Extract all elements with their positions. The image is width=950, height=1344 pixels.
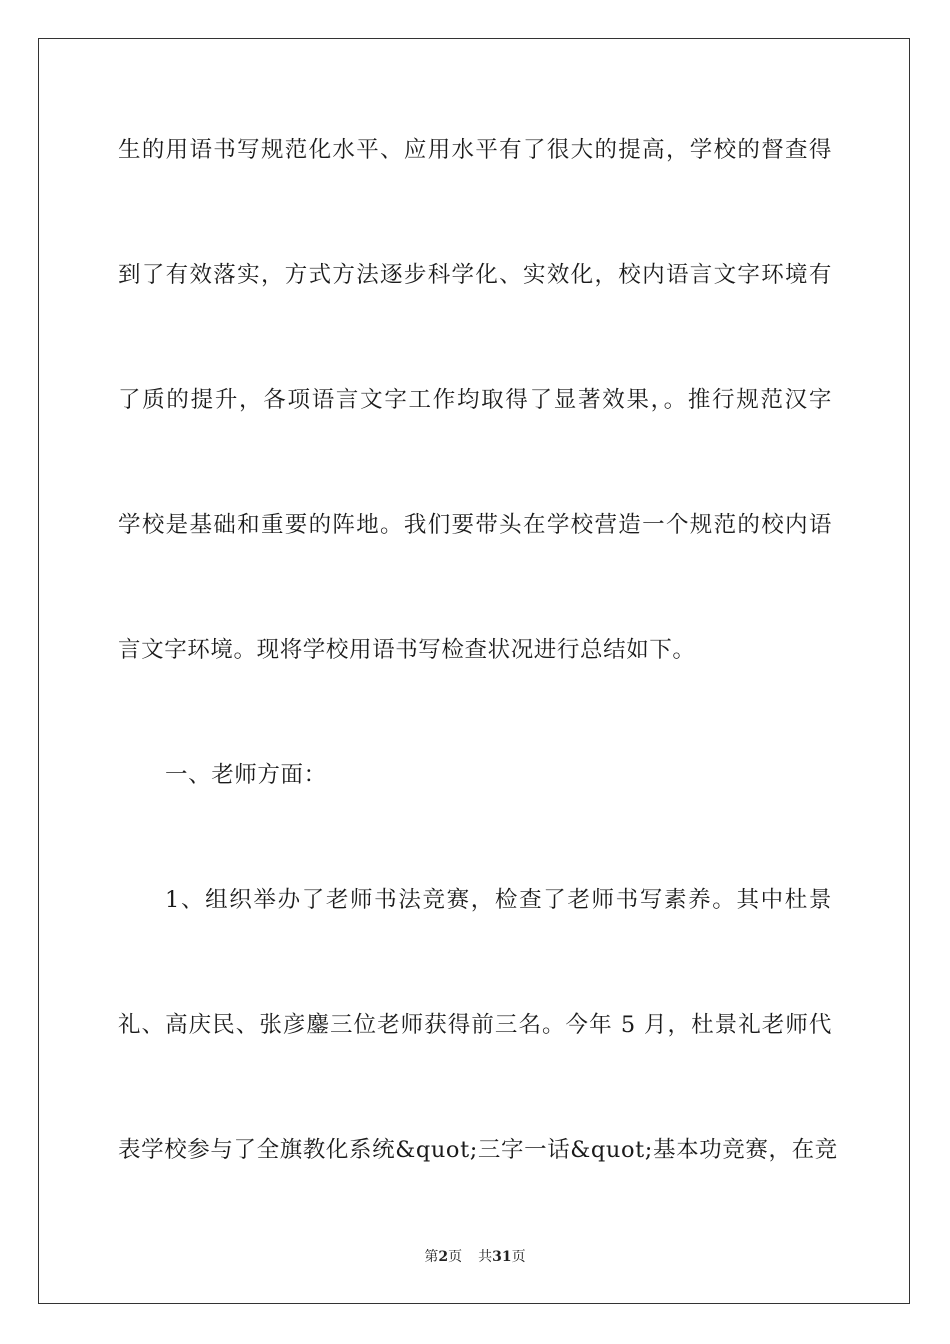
body-line-2: 到了有效落实，方式方法逐步科学化、实效化，校内语言文字环境有 <box>118 262 832 288</box>
page-suffix: 页 <box>448 1249 463 1265</box>
page-footer <box>0 1248 950 1266</box>
page-prefix: 第 <box>424 1249 439 1265</box>
body-line-8: 礼、高庆民、张彦鏖三位老师获得前三名。今年 5 月，杜景礼老师代 <box>118 1012 832 1038</box>
total-suffix: 页 <box>511 1249 526 1265</box>
total-prefix: 共 <box>478 1249 493 1265</box>
body-line-7: 1、组织举办了老师书法竞赛，检查了老师书写素养。其中杜景 <box>165 887 832 913</box>
section-heading-teachers: 一、老师方面： <box>165 762 327 788</box>
page-number: 2 <box>438 1249 449 1265</box>
body-line-1: 生的用语书写规范化水平、应用水平有了很大的提高，学校的督查得 <box>118 137 832 163</box>
body-line-4: 学校是基础和重要的阵地。我们要带头在学校营造一个规范的校内语 <box>118 512 832 538</box>
body-line-3: 了质的提升，各项语言文字工作均取得了显著效果，。推行规范汉字 <box>118 387 832 413</box>
body-line-5: 言文字环境。现将学校用语书写检查状况进行总结如下。 <box>118 637 696 663</box>
page-border <box>38 38 910 1304</box>
body-line-9: 表学校参与了全旗教化系统&quot;三字一话&quot;基本功竞赛，在竞 <box>118 1137 838 1163</box>
total-pages: 31 <box>492 1249 512 1265</box>
